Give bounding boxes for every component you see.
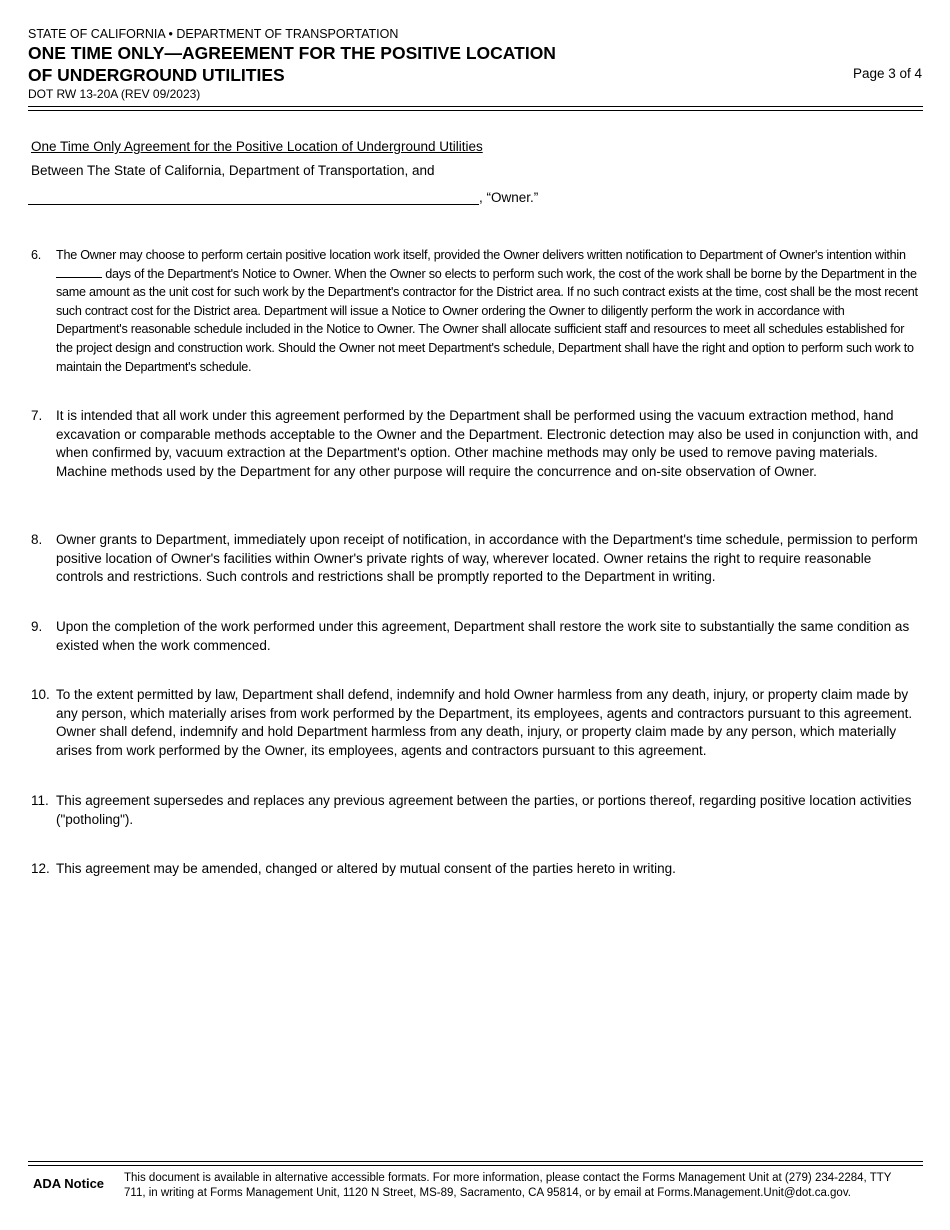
clause-number: 9. xyxy=(31,619,43,634)
clause-text: To the extent permitted by law, Department shall defend, indemnify and hold Owner harmless from any death, injury, or property claim made by any person, which materially arises from work performed by the Department, its employees, agents and contractors pursuant to this agreement. Owner shall defend, indemnify and hold Department harmless from any death, injury, or property claim made by any person, which materially arises from work performed by the Owner, its employees, agents and contractors pursuant to this agreement. xyxy=(56,687,913,758)
ada-notice-text: This document is available in alternative accessible formats. For more information, please contact the Forms Management Unit at (279) 234-2284, TTY 711, in writing at Forms Management Unit, 1120 N Street, MS-89, Sacramento, CA 95814, or by email at Forms.Management.Unit@dot.ca.gov. xyxy=(124,1172,892,1199)
form-title-line-2: OF UNDERGROUND UTILITIES xyxy=(28,65,285,85)
clause-8 xyxy=(31,531,919,587)
clause-number: 12. xyxy=(31,861,50,876)
clause-9 xyxy=(31,618,919,655)
clause-number: 8. xyxy=(31,532,43,547)
clause-7 xyxy=(31,407,919,481)
form-title-line-1: ONE TIME ONLY—AGREEMENT FOR THE POSITIVE LOCATION xyxy=(28,43,556,63)
clause-number: 7. xyxy=(31,408,43,423)
header-divider-top xyxy=(28,106,923,107)
agreement-parties: Between The State of California, Department of Transportation, and xyxy=(31,163,435,178)
form-title xyxy=(28,42,556,86)
days-field[interactable] xyxy=(56,265,102,278)
clause-number: 10. xyxy=(31,687,50,702)
owner-name-field[interactable] xyxy=(28,189,479,205)
agreement-title: One Time Only Agreement for the Positive Location of Underground Utilities xyxy=(31,139,483,154)
clause-number: 11. xyxy=(31,793,49,808)
clause-10 xyxy=(31,686,919,760)
ada-notice-label: ADA Notice xyxy=(33,1176,105,1191)
form-code: DOT RW 13-20A (REV 09/2023) xyxy=(28,87,201,101)
clause-11 xyxy=(31,792,919,829)
clause-text-continued: days of the Department's Notice to Owner. When the Owner so elects to perform such work, the cost of the work shall be borne by the Department in the same amount as the unit cost for such work by the Department's contractor for the District area. If no such contract exists at the time, cost shall be the most recent such contract cost for the District area. Department will issue a Notice to Owner ordering the Owner to diligently perform the work in accordance with Department's reasonable schedule included in the Notice to Owner. The Owner shall allocate sufficient staff and resources to meet all schedules established for the project design and construction work. Should the Owner not meet Department's schedule, Department shall have the right and option to perform such work to maintain the Department's schedule. xyxy=(56,266,918,374)
owner-name-row xyxy=(28,189,538,205)
footer-divider-bottom xyxy=(28,1165,923,1166)
clause-12 xyxy=(31,860,919,879)
clause-text: This agreement may be amended, changed or altered by mutual consent of the parties hereto in writing. xyxy=(56,861,676,876)
header-divider-bottom xyxy=(28,110,923,111)
clause-text: The Owner may choose to perform certain positive location work itself, provided the Owner delivers written notification to Department of Owner's intention within xyxy=(56,248,906,262)
clause-text: Upon the completion of the work performed under this agreement, Department shall restore the work site to substantially the same condition as existed when the work commenced. xyxy=(56,619,910,653)
clause-text: It is intended that all work under this agreement performed by the Department shall be performed using the vacuum extraction method, hand excavation or comparable methods acceptable to the Owner and the Department. Electronic detection may also be used in conjunction with, and when confirmed by, vacuum extraction at the Department's option. Other machine methods may only be used to remove paving materials. Machine methods used by the Department for any other purpose will require the concurrence and on-site observation of Owner. xyxy=(56,408,919,479)
clause-text: This agreement supersedes and replaces any previous agreement between the parties, or portions thereof, regarding positive location activities ("potholing"). xyxy=(56,793,912,827)
owner-suffix: , “Owner.” xyxy=(479,190,539,205)
clause-text: Owner grants to Department, immediately upon receipt of notification, in accordance with the Department's time schedule, permission to perform positive location of Owner's facilities within Owner's private rights of way, wherever located. Owner retains the right to require reasonable controls and restrictions. Such controls and restrictions shall be promptly reported to the Department in writing. xyxy=(56,532,918,585)
footer-divider-top xyxy=(28,1161,923,1162)
clause-6 xyxy=(31,246,919,376)
clause-number: 6. xyxy=(31,248,42,262)
agency-line: STATE OF CALIFORNIA • DEPARTMENT OF TRANSPORTATION xyxy=(28,27,399,41)
page-indicator: Page 3 of 4 xyxy=(852,66,922,81)
